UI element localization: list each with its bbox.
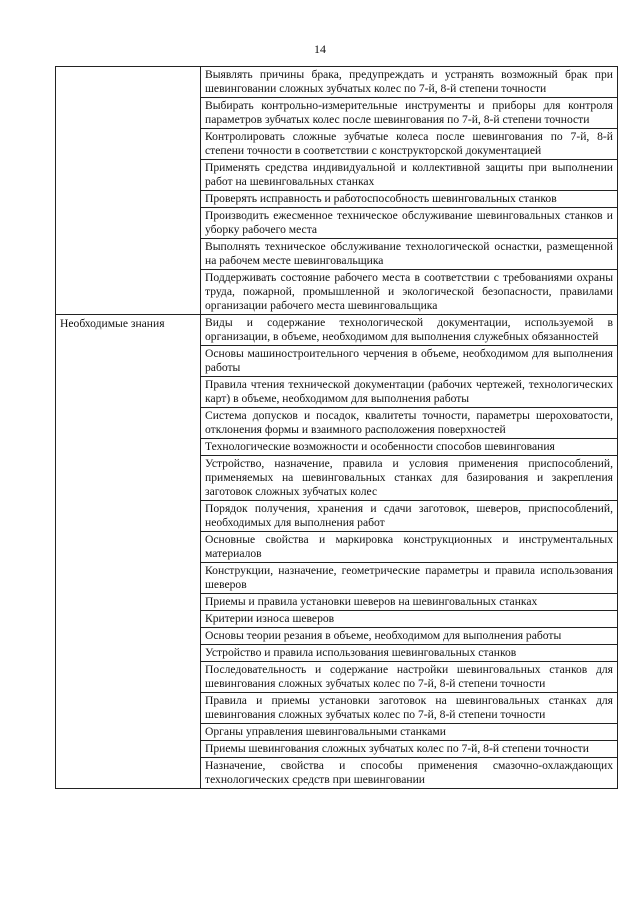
knowledge-item: Основные свойства и маркировка конструкционных и инструментальных материалов [201, 532, 618, 563]
knowledge-item: Правила чтения технической документации (рабочих чертежей, технологических карт) в объеме, необходимом для выполнения работы [201, 377, 618, 408]
knowledge-item: Система допусков и посадок, квалитеты точности, параметры шероховатости, отклонения формы и взаимного расположения поверхностей [201, 408, 618, 439]
table-row [56, 315, 618, 346]
knowledge-item: Устройство и правила использования шевинговальных станков [201, 645, 618, 662]
skill-item: Применять средства индивидуальной и коллективной защиты при выполнении работ на шевинговальных станках [201, 160, 618, 191]
knowledge-item: Конструкции, назначение, геометрические параметры и правила использования шеверов [201, 563, 618, 594]
knowledge-item: Критерии износа шеверов [201, 611, 618, 628]
skill-item: Проверять исправность и работоспособность шевинговальных станков [201, 191, 618, 208]
skill-item: Выбирать контрольно-измерительные инструменты и приборы для контроля параметров зубчатых колес после шевингования по 7-й, 8-й степени точности [201, 98, 618, 129]
knowledge-item: Назначение, свойства и способы применения смазочно-охлаждающих технологических средств при шевинговании [201, 758, 618, 789]
requirements-table [55, 66, 618, 789]
table-row [56, 67, 618, 98]
knowledge-item: Порядок получения, хранения и сдачи заготовок, шеверов, приспособлений, необходимых для выполнения работ [201, 501, 618, 532]
knowledge-item: Основы машиностроительного черчения в объеме, необходимом для выполнения работы [201, 346, 618, 377]
knowledge-item: Приемы шевингования сложных зубчатых колес по 7-й, 8-й степени точности [201, 741, 618, 758]
knowledge-item: Последовательность и содержание настройки шевинговальных станков для шевингования сложных зубчатых колес по 7-й, 8-й степени точности [201, 662, 618, 693]
knowledge-item: Технологические возможности и особенности способов шевингования [201, 439, 618, 456]
empty-label-cell [56, 67, 201, 315]
skill-item: Контролировать сложные зубчатые колеса после шевингования по 7-й, 8-й степени точности в соответствии с конструкторской документацией [201, 129, 618, 160]
skill-item: Выполнять техническое обслуживание технологической оснастки, размещенной на рабочем месте шевинговальщика [201, 239, 618, 270]
knowledge-item: Устройство, назначение, правила и условия применения приспособлений, применяемых на шевинговальных станках для базирования и закрепления заготовок сложных зубчатых колес [201, 456, 618, 501]
skill-item: Поддерживать состояние рабочего места в соответствии с требованиями охраны труда, пожарной, промышленной и экологической безопасности, правилами организации рабочего места шевинговальщика [201, 270, 618, 315]
knowledge-item: Органы управления шевинговальными станками [201, 724, 618, 741]
knowledge-item: Основы теории резания в объеме, необходимом для выполнения работы [201, 628, 618, 645]
knowledge-item: Правила и приемы установки заготовок на шевинговальных станках для шевингования сложных зубчатых колес по 7-й, 8-й степени точности [201, 693, 618, 724]
page-number: 14 [314, 42, 326, 56]
skill-item: Производить ежесменное техническое обслуживание шевинговальных станков и уборку рабочего места [201, 208, 618, 239]
knowledge-item: Виды и содержание технологической документации, используемой в организации, в объеме, необходимом для выполнения служебных обязанностей [201, 315, 618, 346]
skill-item: Выявлять причины брака, предупреждать и устранять возможный брак при шевинговании сложных зубчатых колес по 7-й, 8-й степени точности [201, 67, 618, 98]
knowledge-item: Приемы и правила установки шеверов на шевинговальных станках [201, 594, 618, 611]
knowledge-label: Необходимые знания [56, 315, 201, 789]
